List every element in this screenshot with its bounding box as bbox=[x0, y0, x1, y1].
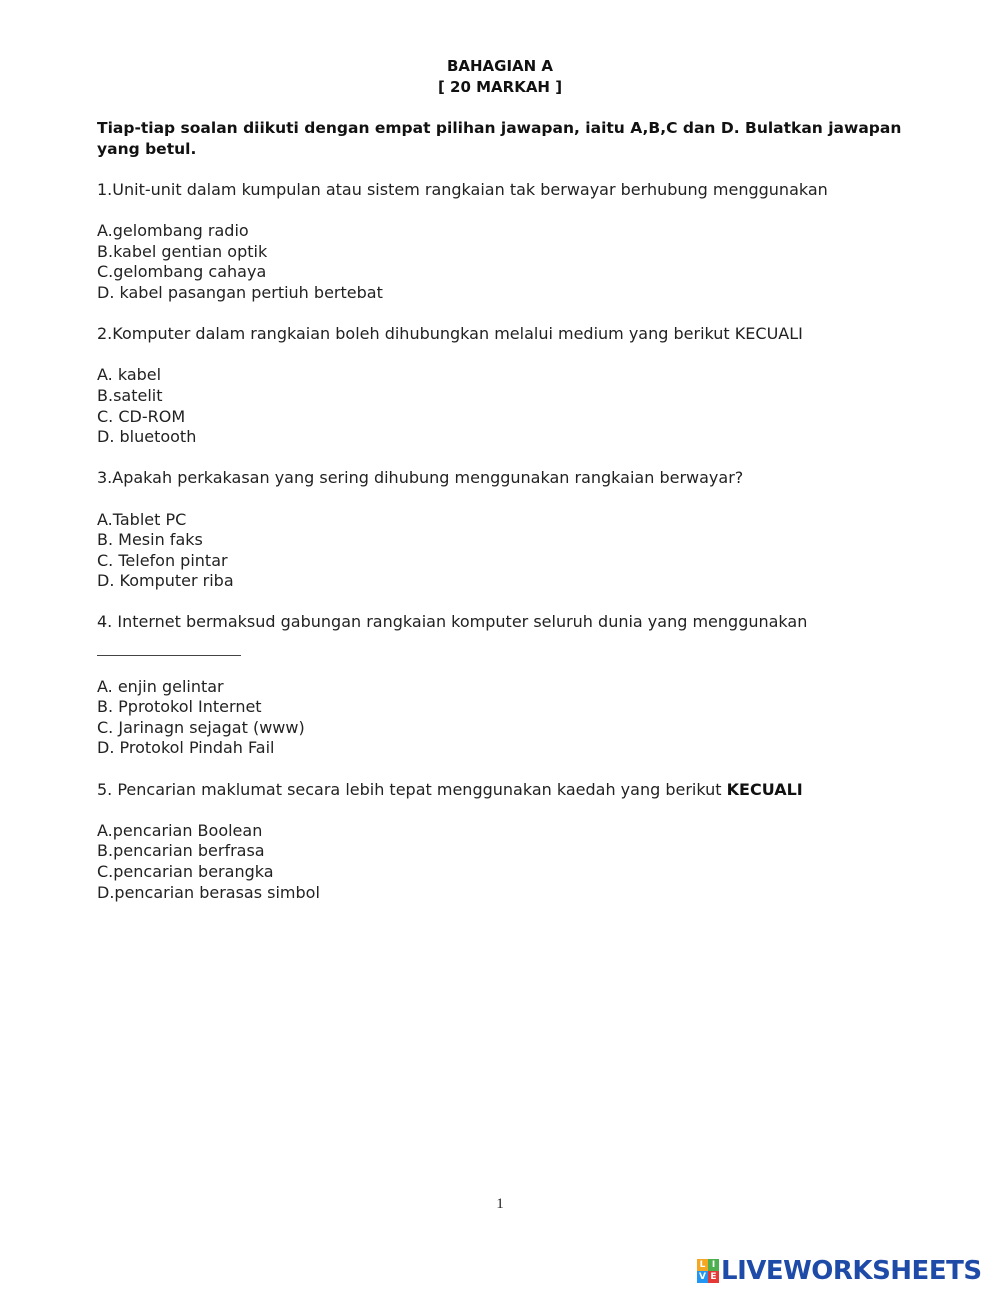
section-marks: [ 20 MARKAH ] bbox=[437, 78, 563, 96]
option-list bbox=[97, 221, 917, 303]
page-number: 1 bbox=[496, 1196, 504, 1212]
question-1 bbox=[97, 180, 917, 304]
question-text bbox=[97, 612, 917, 633]
logo-letter: V bbox=[697, 1271, 708, 1283]
question-emphasis: KECUALI bbox=[726, 779, 803, 799]
question-list bbox=[97, 180, 917, 924]
option-d[interactable]: D. kabel pasangan pertiuh bertebat bbox=[97, 282, 383, 302]
option-d[interactable]: D. bluetooth bbox=[97, 427, 197, 447]
option-b[interactable]: B.kabel gentian optik bbox=[97, 241, 268, 261]
option-d[interactable]: D. Komputer riba bbox=[97, 571, 234, 591]
option-b[interactable]: B.satelit bbox=[97, 385, 163, 405]
question-2 bbox=[97, 324, 917, 448]
option-d[interactable]: D.pencarian berasas simbol bbox=[97, 882, 320, 902]
option-a[interactable]: A.Tablet PC bbox=[97, 509, 187, 529]
option-c[interactable]: C. Jarinagn sejagat (www) bbox=[97, 717, 305, 737]
question-text: 2.Komputer dalam rangkaian boleh dihubungkan melalui medium yang berikut KECUALI bbox=[97, 324, 803, 344]
logo-letter: I bbox=[708, 1259, 719, 1271]
logo-letter: E bbox=[708, 1271, 719, 1283]
question-text: 1.Unit-unit dalam kumpulan atau sistem rangkaian tak berwayar berhubung menggunakan bbox=[97, 180, 828, 199]
section-title: BAHAGIAN A bbox=[446, 57, 554, 75]
question-text: 3.Apakah perkakasan yang sering dihubung menggunakan rangkaian berwayar? bbox=[97, 468, 744, 488]
watermark-text: LIVEWORKSHEETS bbox=[721, 1256, 982, 1286]
option-a[interactable]: A.gelombang radio bbox=[97, 221, 249, 241]
section-header bbox=[0, 56, 1000, 98]
option-a[interactable]: A. enjin gelintar bbox=[97, 676, 224, 696]
option-list bbox=[97, 365, 917, 447]
option-b[interactable]: B.pencarian berfrasa bbox=[97, 841, 265, 861]
option-list bbox=[97, 677, 917, 759]
question-number: 4. bbox=[97, 612, 113, 632]
question-5 bbox=[97, 780, 917, 904]
question-body: 5. Pencarian maklumat secara lebih tepat menggunakan kaedah yang berikut bbox=[97, 779, 727, 799]
option-list bbox=[97, 821, 917, 903]
question-3 bbox=[97, 468, 917, 592]
question-body: Internet bermaksud gabungan rangkaian komputer seluruh dunia yang menggunakan bbox=[112, 612, 808, 632]
option-c[interactable]: C.pencarian berangka bbox=[97, 862, 274, 881]
option-a[interactable]: A. kabel bbox=[97, 365, 162, 385]
logo-letter: L bbox=[697, 1259, 708, 1271]
option-list bbox=[97, 510, 917, 592]
option-c[interactable]: C.gelombang cahaya bbox=[97, 262, 267, 282]
option-b[interactable]: B. Mesin faks bbox=[97, 530, 203, 550]
option-c[interactable]: C. CD-ROM bbox=[97, 406, 186, 426]
answer-blank[interactable] bbox=[97, 635, 241, 656]
option-d[interactable]: D. Protokol Pindah Fail bbox=[97, 738, 275, 758]
question-text bbox=[97, 780, 917, 801]
liveworksheets-logo-icon bbox=[697, 1259, 719, 1283]
instructions: Tiap-tiap soalan diikuti dengan empat pilihan jawapan, iaitu A,B,C dan D. Bulatkan jawapan yang betul. bbox=[97, 119, 902, 158]
liveworksheets-watermark bbox=[697, 1256, 982, 1286]
option-c[interactable]: C. Telefon pintar bbox=[97, 550, 228, 570]
option-b[interactable]: B. Pprotokol Internet bbox=[97, 697, 262, 717]
question-4 bbox=[97, 612, 917, 759]
option-a[interactable]: A.pencarian Boolean bbox=[97, 820, 263, 840]
